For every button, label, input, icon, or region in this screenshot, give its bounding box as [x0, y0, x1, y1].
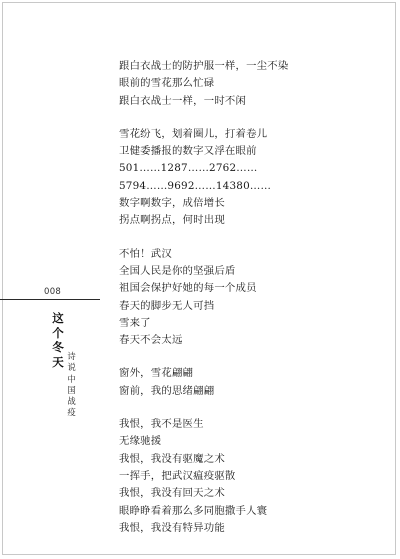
poem-line: 雪花纷飞，划着圈儿，打着卷儿: [119, 127, 268, 140]
book-subtitle: 诗说中国战疫: [67, 351, 76, 418]
poem-line: 无缘驰援: [119, 435, 162, 448]
poem-line: 5794……9692……14380……: [119, 179, 272, 192]
book-title: 这个冬天: [52, 311, 64, 369]
poem-line: 我恨，我没有回天之术: [119, 487, 225, 500]
poem-line: 我恨，我不是医生: [119, 418, 204, 431]
poem-line: 跟白衣战士一样，一时不闲: [119, 94, 247, 107]
stanza-2: [119, 126, 379, 230]
page-number: 008: [44, 287, 62, 297]
stanza-4: [119, 365, 379, 400]
poem-line: 我恨，我没有特异功能: [119, 521, 225, 534]
margin-rule: [0, 299, 100, 300]
poem-line: 我恨，我没有驱魔之术: [119, 452, 225, 465]
stanza-1: [119, 58, 379, 110]
stanza-5: [119, 416, 379, 537]
poem-line: 拐点啊拐点，何时出现: [119, 214, 225, 227]
poem-line: 不怕！武汉: [119, 247, 172, 260]
poem-body: [119, 58, 379, 553]
poem-line: 501……1287……2762……: [119, 162, 258, 175]
poem-line: 全国人民是你的坚强后盾: [119, 264, 236, 277]
poem-line: 卫健委播报的数字又浮在眼前: [119, 145, 257, 158]
poem-line: 窗前，我的思绪翩翩: [119, 384, 215, 397]
poem-line: 一挥手，把武汉瘟疫驱散: [119, 469, 236, 482]
stanza-3: [119, 246, 379, 350]
poem-line: 跟白衣战士的防护服一样，一尘不染: [119, 60, 289, 72]
poem-line: 雪来了: [119, 316, 151, 329]
poem-line: 眼睁睁看着那么多同胞撒手人寰: [119, 504, 268, 517]
poem-line: 祖国会保护好她的每一个成员: [119, 282, 257, 295]
poem-line: 春天的脚步无人可挡: [119, 299, 215, 312]
poem-line: 窗外，雪花翩翩: [119, 367, 194, 380]
poem-line: 眼前的雪花那么忙碌: [119, 77, 215, 90]
poem-line: 数字啊数字，成倍增长: [119, 197, 225, 210]
poem-line: 春天不会太远: [119, 334, 183, 347]
